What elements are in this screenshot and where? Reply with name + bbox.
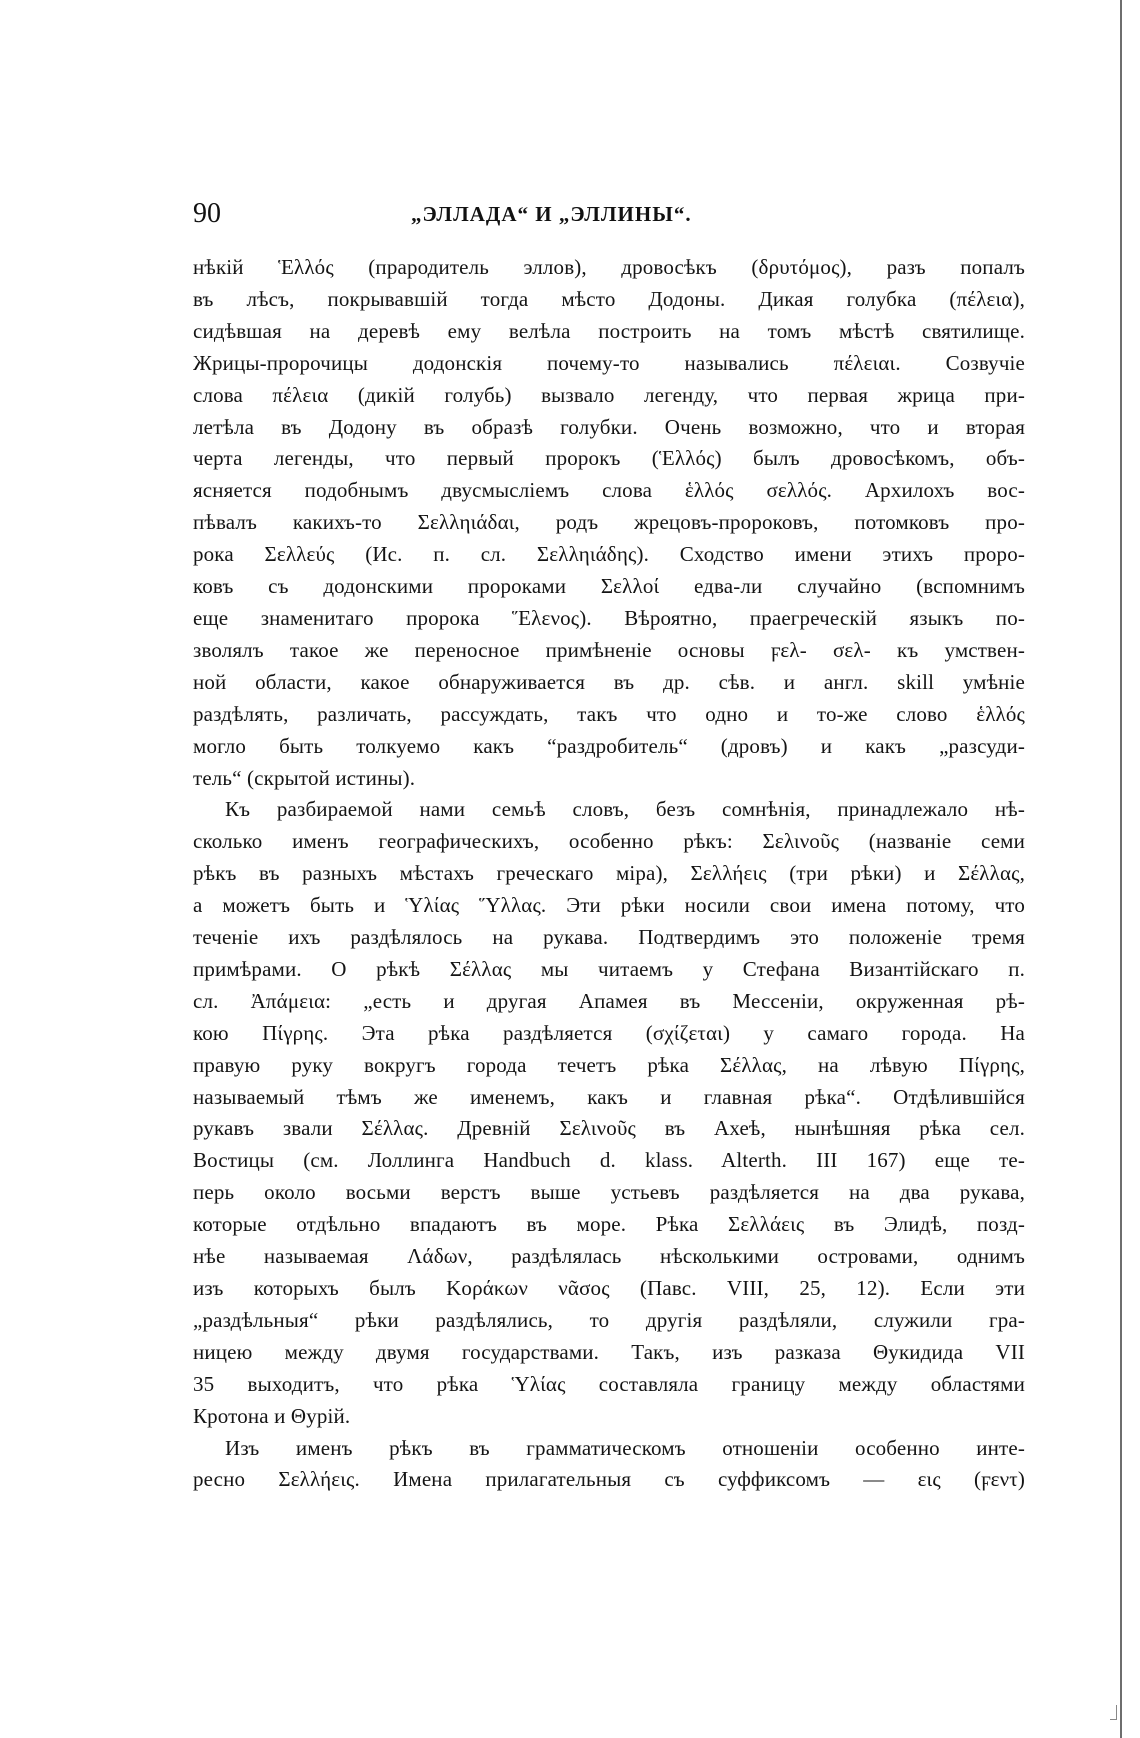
text-line: раздѣлять, различать, рассуждать, такъ что одно и то-же слово ἑλλός	[193, 701, 1025, 726]
text-line: сколько именъ географическихъ, особенно рѣкъ: Σελινοῦς (названіе семи	[193, 829, 1025, 854]
page-edge-line	[1120, 0, 1122, 1738]
text-line: сл. Ἀπάμεια: „есть и другая Апамея въ Мессеніи, окруженная рѣ-	[193, 988, 1025, 1013]
corner-mark	[1110, 1705, 1117, 1720]
text-line: кою Πίγρης. Эта рѣка раздѣляется (σχίζεται) у самаго города. На	[193, 1020, 1025, 1045]
text-line: сидѣвшая на деревѣ ему велѣла построить на томъ мѣстѣ святилище.	[193, 318, 1025, 343]
text-line: ясняется подобнымъ двусмысліемъ слова ἑλλός σελλός. Архилохъ вос-	[193, 478, 1025, 503]
text-line: ресно Σελλήεις. Имена прилагательныя съ суффиксомъ — εις (ϝεντ)	[193, 1467, 1025, 1492]
text-line: теченіе ихъ раздѣлялось на рукава. Подтвердимъ это положеніе тремя	[193, 925, 1025, 950]
text-line: изъ которыхъ былъ Κοράκων νᾶσος (Павс. VIII, 25, 12). Если эти	[193, 1276, 1025, 1300]
text-line: нѣе называемая Λάδων, раздѣлялась нѣсколькими островами, однимъ	[193, 1244, 1025, 1269]
page-number: 90	[193, 198, 221, 229]
page-header	[193, 198, 1025, 238]
paragraph-1	[193, 252, 1025, 794]
text-line: правую руку вокругъ города течетъ рѣка Σέλλας, на лѣвую Πίγρης,	[193, 1052, 1025, 1077]
text-line: пѣвалъ какихъ-то Σελληιάδαι, родъ жрецовъ-пророковъ, потомковъ про-	[193, 510, 1025, 535]
text-line: называемый тѣмъ же именемъ, какъ и главная рѣка“. Отдѣлившійся	[193, 1084, 1025, 1109]
text-line: Кротона и Θурій.	[193, 1403, 351, 1428]
text-line: Востицы (см. Лоллинга Handbuch d. klass. Alterth. III 167) еще те-	[193, 1148, 1025, 1173]
text-line: ной области, какое обнаруживается въ др. сѣв. и англ. skill умѣніе	[193, 669, 1025, 694]
text-line: которые отдѣльно впадаютъ въ море. Рѣка Σελλάεις въ Элидѣ, позд-	[193, 1212, 1025, 1237]
paragraph-2	[193, 794, 1025, 1432]
text-line: Изъ именъ рѣкъ въ грамматическомъ отношеніи особенно инте-	[225, 1435, 1025, 1460]
text-line: примѣрами. О рѣкѣ Σέλλας мы читаемъ у Стефана Византійскаго п.	[193, 956, 1025, 981]
text-line: ковъ съ додонскими пророками Σελλοί едва-ли случайно (вспомнимъ	[193, 574, 1025, 599]
text-line: рукавъ звали Σέλλας. Древній Σελινοῦς въ Ахеѣ, нынѣшняя рѣка сел.	[193, 1116, 1025, 1141]
text-line: тель“ (скрытой истины).	[193, 765, 416, 790]
text-line: нѣкій Ἑλλός (прародитель эллов), дровосѣкъ (δρυτόμος), разъ попалъ	[193, 255, 1025, 279]
text-line: черта легенды, что первый пророкъ (Ἑλλός) былъ дровосѣкомъ, объ-	[193, 446, 1025, 471]
text-line: еще знаменитаго пророка Ἕλενος). Вѣроятно, праегреческій языкъ по-	[193, 605, 1025, 630]
body-text	[193, 252, 1025, 1496]
paragraph-3	[193, 1433, 1025, 1497]
text-line: перь около восьми верстъ выше устьевъ раздѣляется на два рукава,	[193, 1180, 1025, 1205]
text-line: 35 выходитъ, что рѣка Ὑλίας составляла границу между областями	[193, 1371, 1025, 1396]
text-line: ницею между двумя государствами. Такъ, изъ разказа Θукидида VII	[193, 1339, 1025, 1364]
running-title: „ЭЛЛАДА“ И „ЭЛЛИНЫ“.	[411, 202, 692, 226]
text-line: рѣкъ въ разныхъ мѣстахъ греческаго міра), Σελλήεις (три рѣки) и Σέλλας,	[193, 861, 1025, 886]
text-line: слова πέλεια (дикій голубь) вызвало легенду, что первая жрица при-	[193, 382, 1025, 407]
text-line: въ лѣсъ, покрывавшій тогда мѣсто Додоны. Дикая голубка (πέλεια),	[193, 286, 1025, 311]
text-line: рока Σελλεύς (Ис. п. сл. Σελληιάδης). Сходство имени этихъ проро-	[193, 542, 1025, 567]
text-line: Жрицы-пророчицы додонскія почему-то назывались πέλειαι. Созвучіе	[193, 350, 1025, 375]
text-line: „раздѣльныя“ рѣки раздѣлялись, то другія раздѣляли, служили гра-	[193, 1307, 1025, 1332]
text-line: зволялъ такое же переносное примѣненіе основы ϝελ- σελ- къ умствен-	[193, 637, 1025, 662]
text-line: Къ разбираемой нами семьѣ словъ, безъ сомнѣнія, принадлежало нѣ-	[225, 797, 1025, 822]
text-line: могло быть толкуемо какъ “раздробитель“ (дровъ) и какъ „разсуди-	[193, 733, 1025, 758]
text-line: а можетъ быть и Ὑλίας Ὕλλας. Эти рѣки носили свои имена потому, что	[193, 893, 1025, 918]
text-line: летѣла въ Додону въ образѣ голубки. Очень возможно, что и вторая	[193, 414, 1025, 439]
